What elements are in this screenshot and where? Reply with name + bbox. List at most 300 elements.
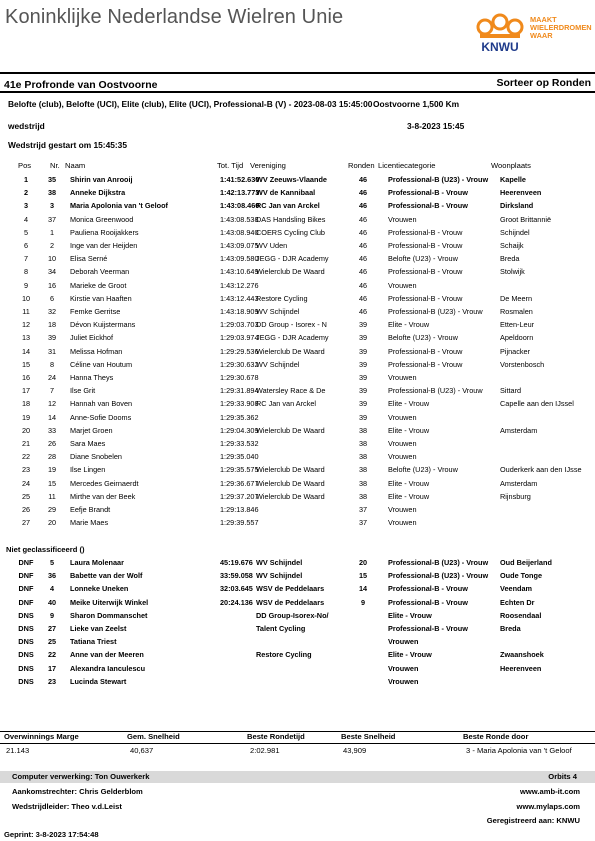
row-name: Eefje Brandt bbox=[70, 505, 111, 515]
row-city: Groot Brittannië bbox=[500, 214, 552, 224]
row-time bbox=[220, 675, 250, 688]
row-time: 1:43:12.443 bbox=[220, 293, 259, 303]
row-pos: 23 bbox=[21, 465, 31, 475]
row-name: Melissa Hofman bbox=[70, 346, 123, 356]
result-row bbox=[0, 437, 595, 450]
row-club: JEGG - DJR Academy bbox=[256, 254, 329, 264]
row-time: 1:29:30.632 bbox=[220, 359, 259, 369]
row-pos: 20 bbox=[21, 425, 31, 435]
row-nr: 10 bbox=[47, 254, 57, 264]
row-time: 20:24.136 bbox=[220, 597, 253, 607]
row-category: Vrouwen bbox=[388, 505, 417, 515]
row-pos: 12 bbox=[21, 320, 31, 330]
row-category: Vrouwen bbox=[388, 676, 419, 686]
row-club: WV Schijndel bbox=[256, 558, 303, 567]
race-started: Wedstrijd gestart om 15:45:35 bbox=[8, 140, 127, 150]
result-row bbox=[0, 279, 595, 292]
row-name: Sharon Dommanschet bbox=[70, 610, 148, 620]
row-time: 1:29:03.974 bbox=[220, 333, 259, 343]
row-pos: 6 bbox=[23, 241, 29, 251]
row-city bbox=[500, 371, 595, 384]
col-laps: Ronden bbox=[348, 161, 375, 170]
logo-tagline: MAAKT WIELERDROMEN WAAR bbox=[530, 15, 592, 40]
row-city bbox=[500, 450, 595, 463]
row-laps: 39 bbox=[358, 399, 368, 409]
row-laps: 20 bbox=[358, 558, 368, 567]
row-laps: 46 bbox=[358, 201, 368, 211]
row-time: 45:19.676 bbox=[220, 558, 253, 567]
row-laps: 46 bbox=[358, 280, 368, 290]
row-name: Juliet Eickhof bbox=[70, 333, 113, 343]
title-rule bbox=[0, 91, 595, 93]
row-nr: 25 bbox=[47, 637, 57, 647]
row-city: Dirksland bbox=[500, 201, 534, 211]
row-club: Wielerclub De Waard bbox=[256, 491, 325, 501]
spacer-cell bbox=[376, 331, 388, 344]
spacer-cell bbox=[376, 516, 388, 529]
spacer-cell bbox=[376, 503, 388, 516]
row-pos: DNF bbox=[18, 571, 34, 581]
col-category: Licentiecategorie bbox=[378, 161, 436, 170]
row-category: Elite - Vrouw bbox=[388, 491, 430, 501]
row-laps bbox=[350, 662, 376, 675]
spacer-cell bbox=[0, 411, 14, 424]
row-pos: DNS bbox=[18, 676, 34, 686]
result-row bbox=[0, 186, 595, 199]
row-name: Kirstie van Haaften bbox=[70, 293, 132, 303]
spacer-cell bbox=[376, 477, 388, 490]
row-club: JEGG - DJR Academy bbox=[256, 333, 329, 343]
spacer-cell bbox=[0, 213, 14, 226]
row-time: 1:29:37.207 bbox=[220, 491, 259, 501]
row-pos: 27 bbox=[21, 518, 31, 528]
row-category: Professional-B (U23) - Vrouw bbox=[388, 307, 483, 317]
result-row bbox=[0, 305, 595, 318]
spacer-cell bbox=[0, 397, 14, 410]
row-club bbox=[256, 635, 350, 648]
crown-icon bbox=[474, 12, 526, 54]
result-row bbox=[0, 173, 595, 186]
row-laps bbox=[350, 609, 376, 622]
row-category: Vrouwen bbox=[388, 439, 417, 449]
row-nr: 39 bbox=[47, 333, 57, 343]
row-city: Oude Tonge bbox=[500, 571, 543, 581]
row-category: Elite - Vrouw bbox=[388, 478, 430, 488]
spacer-cell bbox=[376, 252, 388, 265]
result-row bbox=[0, 503, 595, 516]
row-laps: 39 bbox=[358, 373, 368, 383]
result-row bbox=[0, 477, 595, 490]
row-city bbox=[500, 503, 595, 516]
spacer-cell bbox=[0, 450, 14, 463]
spacer-cell bbox=[0, 384, 14, 397]
spacer-cell bbox=[376, 609, 388, 622]
row-city bbox=[500, 635, 595, 648]
stat-label-best-lap-by: Beste Ronde door bbox=[463, 732, 529, 741]
row-pos: 8 bbox=[23, 267, 29, 277]
row-city: Schaijk bbox=[500, 241, 524, 251]
row-laps: 38 bbox=[358, 439, 368, 449]
row-club bbox=[256, 371, 350, 384]
result-row bbox=[0, 318, 595, 331]
spacer-cell bbox=[376, 239, 388, 252]
footer-orbits: Orbits 4 bbox=[548, 772, 577, 781]
row-club: RC Jan van Arckel bbox=[256, 399, 317, 409]
row-club: Wielerclub De Waard bbox=[256, 346, 325, 356]
stat-label-best-lap: Beste Rondetijd bbox=[247, 732, 305, 741]
row-name: Mercedes Geirnaerdt bbox=[70, 478, 139, 488]
row-nr: 38 bbox=[47, 188, 57, 198]
row-city: Heerenveen bbox=[500, 663, 542, 673]
row-pos: DNF bbox=[18, 584, 34, 594]
result-row bbox=[0, 345, 595, 358]
footer-leider: Wedstrijdleider: Theo v.d.Leist bbox=[12, 802, 122, 811]
row-category: Vrouwen bbox=[388, 452, 417, 462]
row-club: WV Uden bbox=[256, 241, 288, 251]
row-category: Vrouwen bbox=[388, 214, 417, 224]
spacer-cell bbox=[0, 596, 14, 609]
col-nr: Nr. bbox=[50, 161, 60, 170]
results-table bbox=[0, 173, 595, 529]
not-classified-row bbox=[0, 556, 595, 569]
row-nr: 35 bbox=[47, 175, 57, 184]
row-club: WV de Kannibaal bbox=[256, 188, 316, 198]
row-nr: 24 bbox=[47, 373, 57, 383]
row-category: Professional-B - Vrouw bbox=[388, 267, 463, 277]
row-pos: 5 bbox=[23, 227, 29, 237]
race-location: Oostvoorne 1,500 Km bbox=[373, 99, 460, 109]
row-city: Ouderkerk aan den IJsse bbox=[500, 465, 582, 475]
spacer-cell bbox=[0, 173, 14, 186]
spacer-cell bbox=[0, 331, 14, 344]
row-time: 1:41:52.630 bbox=[220, 175, 260, 184]
row-name: Inge van der Heijden bbox=[70, 241, 138, 251]
footer-aankomst: Aankomstrechter: Chris Gelderblom bbox=[12, 787, 143, 796]
spacer-cell bbox=[376, 490, 388, 503]
row-time: 1:43:09.580 bbox=[220, 254, 259, 264]
result-row bbox=[0, 331, 595, 344]
spacer-cell bbox=[376, 582, 388, 595]
result-row bbox=[0, 411, 595, 424]
not-classified-row bbox=[0, 582, 595, 595]
race-title: 41e Profronde van Oostvoorne bbox=[4, 79, 158, 91]
row-name: Anneke Dijkstra bbox=[70, 188, 126, 198]
spacer-cell bbox=[0, 556, 14, 569]
spacer-cell bbox=[376, 437, 388, 450]
row-name: Hannah van Boven bbox=[70, 399, 133, 409]
row-nr: 11 bbox=[48, 491, 56, 501]
row-nr: 12 bbox=[47, 399, 57, 409]
row-city: Etten-Leur bbox=[500, 320, 535, 330]
row-time bbox=[220, 635, 250, 648]
row-city: Oud Beijerland bbox=[500, 558, 552, 567]
row-nr: 34 bbox=[47, 267, 57, 277]
stats-mid-rule bbox=[0, 743, 595, 744]
org-title: Koninklijke Nederlandse Wielren Unie bbox=[5, 6, 344, 28]
stat-value-best-speed: 43,909 bbox=[343, 746, 367, 755]
spacer-cell bbox=[0, 609, 14, 622]
result-row bbox=[0, 450, 595, 463]
row-club: Wielerclub De Waard bbox=[256, 478, 325, 488]
not-classified-row bbox=[0, 648, 595, 661]
row-city: Breda bbox=[500, 624, 521, 634]
row-pos: 17 bbox=[21, 386, 31, 396]
row-category: Professional-B - Vrouw bbox=[388, 188, 468, 198]
result-row bbox=[0, 358, 595, 371]
row-category: Vrouwen bbox=[388, 663, 419, 673]
spacer-cell bbox=[0, 239, 14, 252]
row-time: 1:29:03.703 bbox=[220, 320, 259, 330]
row-category: Professional-B - Vrouw bbox=[388, 624, 468, 634]
row-club: WSV de Peddelaars bbox=[256, 584, 325, 594]
stat-label-margin: Overwinnings Marge bbox=[4, 732, 79, 741]
spacer-cell bbox=[376, 173, 388, 186]
row-pos: 21 bbox=[21, 439, 31, 449]
col-club: Vereniging bbox=[250, 161, 286, 170]
spacer-cell bbox=[0, 582, 14, 595]
row-name: Ilse Grit bbox=[70, 386, 96, 396]
row-city: Schijndel bbox=[500, 227, 530, 237]
row-time: 1:29:33.908 bbox=[220, 399, 259, 409]
result-row bbox=[0, 371, 595, 384]
not-classified-row bbox=[0, 662, 595, 675]
row-name: Mirthe van der Beek bbox=[70, 491, 136, 501]
row-nr: 40 bbox=[47, 597, 57, 607]
row-laps bbox=[350, 648, 376, 661]
row-time: 1:29:04.309 bbox=[220, 425, 259, 435]
row-time: 32:03.645 bbox=[220, 584, 253, 594]
row-laps bbox=[350, 622, 376, 635]
spacer-cell bbox=[376, 635, 388, 648]
row-name: Dévon Kuijstermans bbox=[70, 320, 136, 330]
spacer-cell bbox=[376, 622, 388, 635]
stat-label-avg-speed: Gem. Snelheid bbox=[127, 732, 180, 741]
row-city bbox=[500, 675, 595, 688]
stat-value-avg-speed: 40,637 bbox=[130, 746, 154, 755]
spacer-cell bbox=[0, 516, 14, 529]
spacer-cell bbox=[0, 226, 14, 239]
row-city: Rijnsburg bbox=[500, 491, 531, 501]
row-pos: DNS bbox=[18, 663, 34, 673]
row-time: 1:29:39.557 bbox=[220, 518, 259, 528]
result-row bbox=[0, 463, 595, 476]
row-city: Apeldoorn bbox=[500, 333, 534, 343]
row-category: Professional-B (U23) - Vrouw bbox=[388, 571, 489, 581]
row-category: Professional-B - Vrouw bbox=[388, 241, 463, 251]
row-time: 1:29:35.362 bbox=[220, 412, 259, 422]
row-category: Belofte (U23) - Vrouw bbox=[388, 465, 458, 475]
row-category: Professional-B - Vrouw bbox=[388, 584, 468, 594]
row-city bbox=[500, 516, 595, 529]
stat-value-best-lap: 2:02.981 bbox=[250, 746, 280, 755]
spacer-cell bbox=[376, 384, 388, 397]
footer-site-amb[interactable]: www.amb-it.com bbox=[519, 787, 580, 796]
row-laps: 39 bbox=[358, 386, 368, 396]
row-pos: DNS bbox=[18, 610, 34, 620]
row-club bbox=[256, 662, 350, 675]
row-time: 1:42:13.773 bbox=[220, 188, 260, 198]
row-category: Professional-B (U23) - Vrouw bbox=[388, 175, 489, 184]
footer-site-mylaps[interactable]: www.mylaps.com bbox=[516, 802, 580, 811]
row-name: Ilse Lingen bbox=[70, 465, 106, 475]
spacer-cell bbox=[376, 675, 388, 688]
row-laps: 46 bbox=[358, 188, 368, 198]
result-row bbox=[0, 252, 595, 265]
row-nr: 8 bbox=[49, 359, 55, 369]
row-city: Vorstenbosch bbox=[500, 359, 545, 369]
row-name: Pauliena Rooijakkers bbox=[70, 227, 139, 237]
row-name: Marieke de Groot bbox=[70, 280, 127, 290]
result-row bbox=[0, 213, 595, 226]
row-club bbox=[256, 279, 350, 292]
spacer-cell bbox=[0, 490, 14, 503]
row-pos: 16 bbox=[21, 373, 31, 383]
row-laps: 37 bbox=[358, 518, 368, 528]
row-pos: 7 bbox=[23, 254, 29, 264]
row-pos: 10 bbox=[21, 293, 31, 303]
row-laps: 37 bbox=[358, 505, 368, 515]
result-row bbox=[0, 226, 595, 239]
row-pos: 9 bbox=[23, 280, 29, 290]
spacer-cell bbox=[0, 675, 14, 688]
spacer-cell bbox=[0, 635, 14, 648]
row-city: Echten Dr bbox=[500, 597, 535, 607]
row-pos: DNS bbox=[18, 624, 34, 634]
spacer-cell bbox=[0, 292, 14, 305]
row-laps: 46 bbox=[358, 214, 368, 224]
row-pos: 11 bbox=[22, 307, 30, 317]
row-name: Femke Gerritse bbox=[70, 307, 121, 317]
spacer-cell bbox=[376, 199, 388, 212]
row-nr: 9 bbox=[49, 610, 55, 620]
row-club: WV Schijndel bbox=[256, 307, 300, 317]
row-pos: 19 bbox=[21, 412, 31, 422]
row-nr: 23 bbox=[47, 676, 57, 686]
row-laps: 46 bbox=[358, 227, 368, 237]
row-pos: 25 bbox=[21, 491, 31, 501]
row-category: Professional-B - Vrouw bbox=[388, 227, 463, 237]
row-laps: 39 bbox=[358, 412, 368, 422]
row-nr: 29 bbox=[47, 505, 57, 515]
not-classified-label: Niet geclassificeerd () bbox=[6, 545, 85, 554]
stat-value-margin: 21.143 bbox=[6, 746, 30, 755]
row-time: 1:43:09.075 bbox=[220, 241, 259, 251]
spacer-cell bbox=[376, 371, 388, 384]
row-club bbox=[256, 503, 350, 516]
footer-printed: Geprint: 3-8-2023 17:54:48 bbox=[4, 830, 99, 839]
row-nr: 16 bbox=[47, 280, 57, 290]
spacer-cell bbox=[376, 226, 388, 239]
spacer-cell bbox=[0, 371, 14, 384]
row-pos: 14 bbox=[21, 346, 31, 356]
col-city: Woonplaats bbox=[491, 161, 531, 170]
row-city bbox=[500, 411, 595, 424]
stat-label-best-speed: Beste Snelheid bbox=[341, 732, 396, 741]
row-club: COERS Cycling Club bbox=[256, 227, 325, 237]
knwu-logo bbox=[474, 12, 592, 54]
not-classified-row bbox=[0, 609, 595, 622]
row-nr: 32 bbox=[47, 307, 57, 317]
row-time: 1:29:36.677 bbox=[220, 478, 259, 488]
row-name: Maria Apolonia van 't Geloof bbox=[70, 201, 168, 211]
spacer-cell bbox=[376, 318, 388, 331]
row-nr: 3 bbox=[49, 201, 55, 211]
spacer-cell bbox=[376, 397, 388, 410]
not-classified-table bbox=[0, 556, 595, 688]
row-time: 1:43:18.909 bbox=[220, 307, 259, 317]
row-pos: 26 bbox=[21, 505, 31, 515]
row-time: 1:29:33.532 bbox=[220, 439, 259, 449]
row-category: Elite - Vrouw bbox=[388, 399, 430, 409]
result-row bbox=[0, 516, 595, 529]
spacer-cell bbox=[0, 345, 14, 358]
row-nr: 5 bbox=[49, 558, 55, 567]
spacer-cell bbox=[376, 556, 388, 569]
row-name: Marie Maes bbox=[70, 518, 109, 528]
row-city: Amsterdam bbox=[500, 478, 538, 488]
not-classified-row bbox=[0, 675, 595, 688]
row-city: Roosendaal bbox=[500, 610, 542, 620]
sort-label[interactable]: Sorteer op Ronden bbox=[496, 77, 591, 89]
row-name: Marjet Groen bbox=[70, 425, 113, 435]
row-nr: 17 bbox=[47, 663, 57, 673]
row-laps: 46 bbox=[358, 267, 368, 277]
spacer-cell bbox=[0, 186, 14, 199]
row-time bbox=[220, 648, 250, 661]
row-category: Vrouwen bbox=[388, 412, 417, 422]
row-time bbox=[220, 609, 250, 622]
row-pos: DNF bbox=[18, 558, 34, 567]
row-pos: 3 bbox=[23, 201, 29, 211]
logo-text: KNWU bbox=[481, 40, 519, 54]
row-time: 1:43:08.538 bbox=[220, 214, 259, 224]
spacer-cell bbox=[376, 424, 388, 437]
row-category: Professional-B - Vrouw bbox=[388, 346, 463, 356]
row-laps: 14 bbox=[358, 584, 368, 594]
race-type: wedstrijd bbox=[8, 121, 45, 131]
row-nr: 31 bbox=[47, 346, 57, 356]
row-name: Sara Maes bbox=[70, 439, 106, 449]
spacer-cell bbox=[376, 358, 388, 371]
row-name: Anne van der Meeren bbox=[70, 650, 144, 660]
stat-value-best-lap-by: 3 - Maria Apolonia van 't Geloof bbox=[466, 746, 572, 755]
spacer-cell bbox=[376, 596, 388, 609]
row-time: 1:43:10.649 bbox=[220, 267, 259, 277]
row-laps: 39 bbox=[358, 346, 368, 356]
row-nr: 37 bbox=[47, 214, 57, 224]
row-nr: 1 bbox=[49, 227, 55, 237]
race-categories: Belofte (club), Belofte (UCI), Elite (club), Elite (UCI), Professional-B (V) - 2023-08-03 15:45:00 bbox=[8, 99, 373, 109]
spacer-cell bbox=[0, 622, 14, 635]
spacer-cell bbox=[0, 305, 14, 318]
col-total: Tot. Tijd bbox=[217, 161, 244, 170]
row-nr: 20 bbox=[47, 518, 57, 528]
row-category: Elite - Vrouw bbox=[388, 650, 432, 660]
row-club: Restore Cycling bbox=[256, 650, 312, 660]
col-pos: Pos bbox=[18, 161, 32, 170]
row-name: Lucinda Stewart bbox=[70, 676, 127, 686]
spacer-cell bbox=[376, 279, 388, 292]
header-rule bbox=[0, 72, 595, 74]
row-club: WV Schijndel bbox=[256, 571, 303, 581]
row-time: 1:29:30.678 bbox=[220, 373, 259, 383]
row-laps bbox=[350, 675, 376, 688]
footer-computer: Computer verwerking: Ton Ouwerkerk bbox=[12, 772, 150, 781]
row-nr: 2 bbox=[49, 241, 55, 251]
result-row bbox=[0, 199, 595, 212]
spacer-cell bbox=[376, 305, 388, 318]
row-laps: 39 bbox=[358, 320, 368, 330]
